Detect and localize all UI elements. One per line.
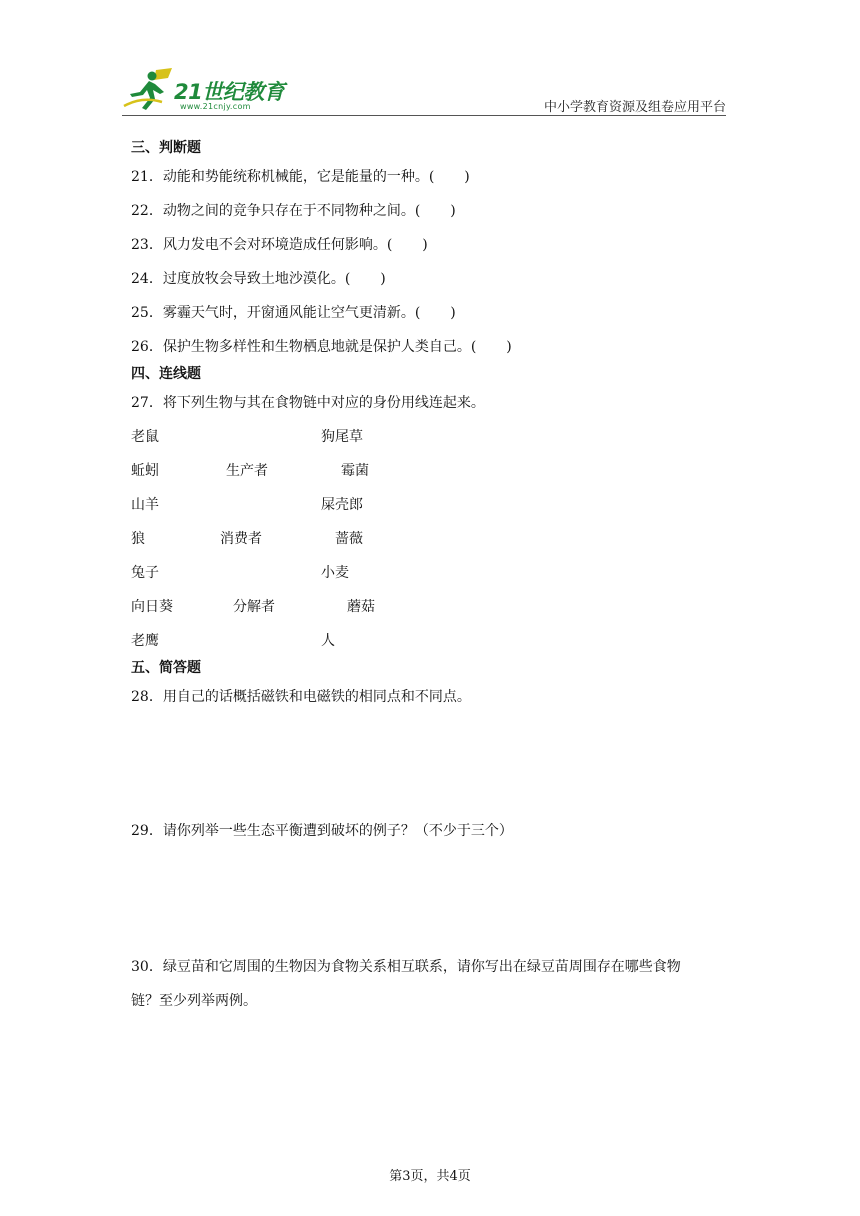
match-middle-item: 分解者 [233, 599, 275, 615]
short-question-28: 28．用自己的话概括磁铁和电磁铁的相同点和不同点。 [131, 689, 471, 705]
match-right-item: 狗尾草 [321, 429, 363, 445]
logo-url: www.21cnjy.com [180, 102, 251, 111]
platform-title: 中小学教育资源及组卷应用平台 [543, 100, 726, 115]
section-title-judge: 三、判断题 [131, 140, 201, 156]
match-middle-item: 消费者 [220, 531, 262, 547]
judge-question-26: 26．保护生物多样性和生物栖息地就是保护人类自己。( ) [131, 339, 512, 355]
match-question-27: 27．将下列生物与其在食物链中对应的身份用线连起来。 [131, 395, 485, 411]
match-left-item: 老鼠 [131, 429, 159, 445]
match-right-item: 霉菌 [341, 463, 369, 479]
judge-question-21: 21．动能和势能统称机械能，它是能量的一种。( ) [131, 169, 470, 185]
short-question-29: 29．请你列举一些生态平衡遭到破坏的例子？（不少于三个） [131, 823, 513, 839]
logo [122, 66, 292, 114]
match-left-item: 蚯蚓 [131, 463, 159, 479]
match-left-item: 老鹰 [131, 633, 159, 649]
judge-question-22: 22．动物之间的竞争只存在于不同物种之间。( ) [131, 203, 456, 219]
judge-question-24: 24．过度放牧会导致土地沙漠化。( ) [131, 271, 386, 287]
page-number: 第3页，共4页 [389, 1169, 471, 1184]
match-left-item: 狼 [131, 531, 145, 547]
page-header [122, 66, 726, 116]
match-right-item: 蔷薇 [335, 531, 363, 547]
match-right-item: 小麦 [321, 565, 349, 581]
short-question-30-line-2: 链？至少列举两例。 [131, 993, 257, 1009]
judge-question-25: 25．雾霾天气时，开窗通风能让空气更清新。( ) [131, 305, 456, 321]
judge-question-23: 23．风力发电不会对环境造成任何影响。( ) [131, 237, 428, 253]
match-right-item: 蘑菇 [347, 599, 375, 615]
match-middle-item: 生产者 [226, 463, 268, 479]
header-divider [122, 115, 726, 116]
match-left-item: 向日葵 [131, 599, 173, 615]
section-title-short: 五、简答题 [131, 660, 201, 676]
match-right-item: 屎壳郎 [321, 497, 363, 513]
match-left-item: 山羊 [131, 497, 159, 513]
section-title-match: 四、连线题 [131, 366, 201, 382]
runner-logo-icon [122, 66, 182, 114]
short-question-30-line-1: 30．绿豆苗和它周围的生物因为食物关系相互联系，请你写出在绿豆苗周围存在哪些食物 [131, 959, 681, 975]
match-left-item: 兔子 [131, 565, 159, 581]
match-right-item: 人 [321, 633, 335, 649]
logo-text: 21世纪教育 [174, 80, 285, 104]
